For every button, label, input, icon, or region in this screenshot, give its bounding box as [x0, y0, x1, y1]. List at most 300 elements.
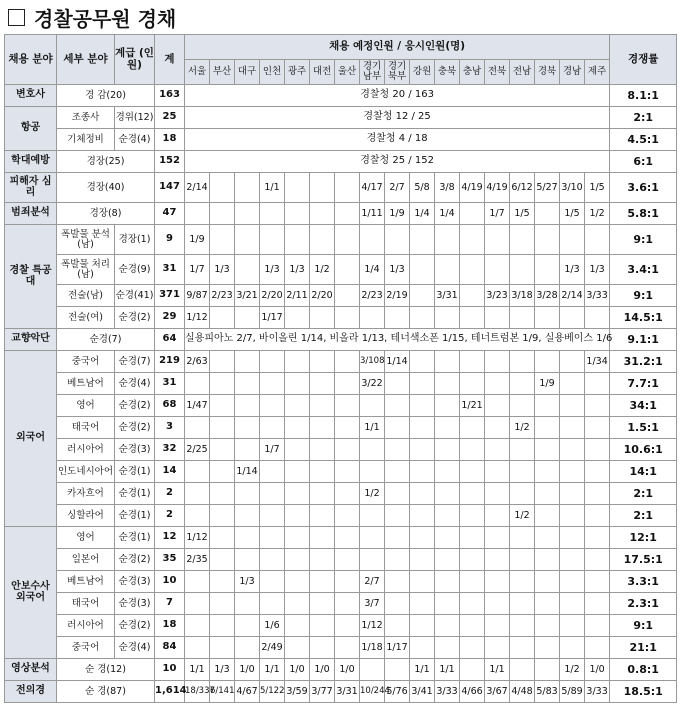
region-value-cell: 2/49: [260, 637, 285, 659]
region-value-cell: [310, 505, 335, 527]
region-value-cell: [235, 417, 260, 439]
region-value-cell: [310, 549, 335, 571]
recruitment-table: [4, 34, 677, 703]
total-cell: 31: [155, 255, 185, 285]
category-cell: 경찰 특공대: [5, 225, 57, 329]
region-value-cell: [235, 255, 260, 285]
detail-cell: 폭발물 분석(남): [57, 225, 115, 255]
detail-cell: 기체정비: [57, 129, 115, 151]
region-value-cell: [510, 593, 535, 615]
region-value-cell: [210, 593, 235, 615]
region-value-cell: [185, 637, 210, 659]
region-value-cell: [510, 615, 535, 637]
region-value-cell: [335, 505, 360, 527]
region-value-cell: [335, 307, 360, 329]
detail-cell: 폭발물 처리(남): [57, 255, 115, 285]
total-cell: 12: [155, 527, 185, 549]
region-value-cell: [410, 439, 435, 461]
region-value-cell: 1/3: [560, 255, 585, 285]
region-value-cell: [235, 483, 260, 505]
region-value-cell: [360, 225, 385, 255]
region-value-cell: [210, 395, 235, 417]
header-region: 전북: [485, 60, 510, 85]
region-value-cell: 6/141: [210, 681, 235, 703]
region-value-cell: [460, 483, 485, 505]
region-value-cell: [485, 593, 510, 615]
rank-cell: 순 경(87): [57, 681, 155, 703]
region-value-cell: 1/9: [385, 203, 410, 225]
region-value-cell: [560, 593, 585, 615]
region-value-cell: [535, 571, 560, 593]
region-value-cell: [560, 395, 585, 417]
rate-cell: 10.6:1: [610, 439, 677, 461]
region-value-cell: [460, 659, 485, 681]
region-value-cell: 1/3: [210, 659, 235, 681]
region-value-cell: [335, 549, 360, 571]
rate-cell: 14:1: [610, 461, 677, 483]
region-value-cell: [410, 549, 435, 571]
region-value-cell: [310, 439, 335, 461]
table-row: [5, 615, 677, 637]
header-region: 제주: [585, 60, 610, 85]
region-value-cell: [460, 571, 485, 593]
region-value-cell: [535, 593, 560, 615]
header-group: 채용 예정인원 / 응시인원(명): [185, 35, 610, 60]
region-value-cell: [510, 637, 535, 659]
region-value-cell: 3/67: [485, 681, 510, 703]
region-value-cell: 1/1: [485, 659, 510, 681]
region-value-cell: [585, 395, 610, 417]
region-value-cell: 1/47: [185, 395, 210, 417]
table-row: [5, 571, 677, 593]
detail-cell: 인도네시아어: [57, 461, 115, 483]
region-value-cell: 18/337: [185, 681, 210, 703]
region-value-cell: [210, 351, 235, 373]
region-value-cell: 2/11: [285, 285, 310, 307]
region-value-cell: [410, 637, 435, 659]
table-row: [5, 439, 677, 461]
header-field: 채용 분야: [5, 35, 57, 85]
rate-cell: 2:1: [610, 107, 677, 129]
total-cell: 29: [155, 307, 185, 329]
region-value-cell: [310, 615, 335, 637]
region-value-cell: 1/1: [435, 659, 460, 681]
region-value-cell: [585, 571, 610, 593]
region-value-cell: [535, 615, 560, 637]
header-rank: 계급 (인원): [115, 35, 155, 85]
region-value-cell: [435, 593, 460, 615]
region-value-cell: [435, 225, 460, 255]
header-detail: 세부 분야: [57, 35, 115, 85]
region-value-cell: [260, 351, 285, 373]
region-value-cell: [210, 225, 235, 255]
region-value-cell: [385, 527, 410, 549]
region-value-cell: [360, 461, 385, 483]
region-value-cell: [435, 255, 460, 285]
region-value-cell: 1/2: [310, 255, 335, 285]
rate-cell: 34:1: [610, 395, 677, 417]
total-cell: 152: [155, 151, 185, 173]
rank-cell: 경 감(20): [57, 85, 155, 107]
region-value-cell: [310, 395, 335, 417]
region-value-cell: [310, 637, 335, 659]
region-value-cell: [285, 307, 310, 329]
region-value-cell: [385, 395, 410, 417]
region-value-cell: 2/63: [185, 351, 210, 373]
region-value-cell: [510, 307, 535, 329]
region-value-cell: [435, 417, 460, 439]
region-value-cell: 1/5: [510, 203, 535, 225]
rate-cell: 4.5:1: [610, 129, 677, 151]
region-value-cell: [535, 549, 560, 571]
title-text: 경찰공무원 경채: [34, 6, 177, 31]
region-value-cell: [585, 461, 610, 483]
region-value-cell: 1/11: [360, 203, 385, 225]
region-value-cell: 6/12: [510, 173, 535, 203]
region-value-cell: [310, 483, 335, 505]
region-value-cell: [435, 307, 460, 329]
region-value-cell: [335, 225, 360, 255]
region-value-cell: [360, 307, 385, 329]
category-cell: 영상분석: [5, 659, 57, 681]
region-value-cell: [360, 439, 385, 461]
region-value-cell: [285, 571, 310, 593]
rank-cell: 순경(7): [57, 329, 155, 351]
header-region: 인천: [260, 60, 285, 85]
detail-cell: 전술(남): [57, 285, 115, 307]
header-region: 대전: [310, 60, 335, 85]
table-row: [5, 593, 677, 615]
rate-cell: 2.3:1: [610, 593, 677, 615]
page-title: [0, 0, 680, 34]
region-value-cell: 1/0: [585, 659, 610, 681]
region-value-cell: 1/4: [410, 203, 435, 225]
region-value-cell: [435, 439, 460, 461]
rate-cell: 0.8:1: [610, 659, 677, 681]
region-value-cell: [285, 505, 310, 527]
region-value-cell: 1/0: [235, 659, 260, 681]
region-value-cell: [235, 593, 260, 615]
region-value-cell: 4/66: [460, 681, 485, 703]
region-value-cell: [310, 351, 335, 373]
region-value-cell: [185, 417, 210, 439]
region-value-cell: [385, 373, 410, 395]
category-cell: 외국어: [5, 351, 57, 527]
region-value-cell: [385, 593, 410, 615]
region-value-cell: [460, 637, 485, 659]
region-value-cell: [360, 527, 385, 549]
region-value-cell: [435, 615, 460, 637]
region-value-cell: [510, 395, 535, 417]
region-value-cell: [385, 307, 410, 329]
rank-cell: 순경(41): [115, 285, 155, 307]
region-value-cell: [310, 593, 335, 615]
total-cell: 35: [155, 549, 185, 571]
rank-cell: 순경(2): [115, 615, 155, 637]
region-value-cell: [310, 571, 335, 593]
region-value-cell: [285, 593, 310, 615]
total-cell: 64: [155, 329, 185, 351]
detail-cell: 태국어: [57, 417, 115, 439]
region-value-cell: [210, 637, 235, 659]
region-value-cell: [185, 203, 210, 225]
region-value-cell: 1/7: [485, 203, 510, 225]
region-value-cell: [235, 615, 260, 637]
rank-cell: 경장(8): [57, 203, 155, 225]
total-cell: 3: [155, 417, 185, 439]
region-value-cell: [385, 571, 410, 593]
region-value-cell: [535, 307, 560, 329]
header-region: 울산: [335, 60, 360, 85]
region-value-cell: [285, 417, 310, 439]
region-value-cell: 3/108: [360, 351, 385, 373]
region-value-cell: 1/3: [285, 255, 310, 285]
region-value-cell: [585, 417, 610, 439]
region-value-cell: [485, 307, 510, 329]
region-value-cell: [510, 571, 535, 593]
region-value-cell: [210, 373, 235, 395]
rate-cell: 3.6:1: [610, 173, 677, 203]
rate-cell: 17.5:1: [610, 549, 677, 571]
region-value-cell: [285, 615, 310, 637]
region-value-cell: 1/0: [335, 659, 360, 681]
region-value-cell: [560, 637, 585, 659]
region-value-cell: 5/83: [535, 681, 560, 703]
total-cell: 32: [155, 439, 185, 461]
region-value-cell: [460, 285, 485, 307]
region-value-cell: 3/10: [560, 173, 585, 203]
region-value-cell: [410, 255, 435, 285]
header-region: 경기남부: [360, 60, 385, 85]
region-value-cell: 2/20: [310, 285, 335, 307]
region-value-cell: [410, 615, 435, 637]
region-value-cell: [535, 483, 560, 505]
region-value-cell: [335, 285, 360, 307]
table-row: [5, 173, 677, 203]
rate-cell: 3.3:1: [610, 571, 677, 593]
rate-cell: 7.7:1: [610, 373, 677, 395]
region-value-cell: [485, 571, 510, 593]
region-value-cell: [560, 307, 585, 329]
table-row: [5, 505, 677, 527]
table-row: [5, 417, 677, 439]
detail-cell: 베트남어: [57, 373, 115, 395]
rate-cell: 2:1: [610, 483, 677, 505]
region-value-cell: [435, 527, 460, 549]
merged-cell: 경찰청 20 / 163: [185, 85, 610, 107]
region-value-cell: [385, 483, 410, 505]
total-cell: 9: [155, 225, 185, 255]
region-value-cell: 3/31: [335, 681, 360, 703]
detail-cell: 러시아어: [57, 439, 115, 461]
rate-cell: 14.5:1: [610, 307, 677, 329]
region-value-cell: [410, 593, 435, 615]
region-value-cell: [335, 461, 360, 483]
region-value-cell: [560, 439, 585, 461]
table-row: [5, 373, 677, 395]
region-value-cell: 1/3: [385, 255, 410, 285]
rank-cell: 순경(9): [115, 255, 155, 285]
region-value-cell: 1/9: [185, 225, 210, 255]
header-region: 대구: [235, 60, 260, 85]
table-row: [5, 203, 677, 225]
region-value-cell: 1/2: [560, 659, 585, 681]
rank-cell: 순경(1): [115, 527, 155, 549]
header-rate: 경쟁률: [610, 35, 677, 85]
region-value-cell: [510, 351, 535, 373]
detail-cell: 베트남어: [57, 571, 115, 593]
total-cell: 25: [155, 107, 185, 129]
region-value-cell: [210, 203, 235, 225]
region-value-cell: 1/0: [285, 659, 310, 681]
region-value-cell: [535, 351, 560, 373]
region-value-cell: [335, 203, 360, 225]
region-value-cell: 1/7: [260, 439, 285, 461]
header-region: 부산: [210, 60, 235, 85]
detail-cell: 영어: [57, 527, 115, 549]
region-value-cell: [235, 505, 260, 527]
rate-cell: 6:1: [610, 151, 677, 173]
category-cell: 범죄분석: [5, 203, 57, 225]
region-value-cell: [460, 461, 485, 483]
header-region: 전남: [510, 60, 535, 85]
region-value-cell: [410, 307, 435, 329]
table-row: [5, 483, 677, 505]
region-value-cell: [485, 373, 510, 395]
category-cell: 전의경: [5, 681, 57, 703]
header-region: 서울: [185, 60, 210, 85]
table-row: [5, 659, 677, 681]
region-value-cell: 10/244: [360, 681, 385, 703]
total-cell: 47: [155, 203, 185, 225]
total-cell: 18: [155, 129, 185, 151]
region-value-cell: [310, 173, 335, 203]
region-value-cell: [485, 615, 510, 637]
merged-cell: 실용피아노 2/7, 바이올린 1/14, 비올라 1/13, 테너색소폰 1/15, 테너트럼본 1/9, 실용베이스 1/6: [185, 329, 610, 351]
table-row: [5, 637, 677, 659]
region-value-cell: 3/77: [310, 681, 335, 703]
region-value-cell: 5/122: [260, 681, 285, 703]
region-value-cell: [460, 225, 485, 255]
header-region: 경남: [560, 60, 585, 85]
region-value-cell: [585, 307, 610, 329]
region-value-cell: 1/12: [185, 307, 210, 329]
region-value-cell: 5/27: [535, 173, 560, 203]
region-value-cell: 2/7: [385, 173, 410, 203]
region-value-cell: [310, 461, 335, 483]
region-value-cell: 4/17: [360, 173, 385, 203]
total-cell: 2: [155, 483, 185, 505]
table-row: [5, 85, 677, 107]
region-value-cell: [235, 439, 260, 461]
total-cell: 84: [155, 637, 185, 659]
region-value-cell: 1/2: [360, 483, 385, 505]
total-cell: 163: [155, 85, 185, 107]
total-cell: 7: [155, 593, 185, 615]
header-total: 계: [155, 35, 185, 85]
total-cell: 10: [155, 571, 185, 593]
region-value-cell: [435, 395, 460, 417]
merged-cell: 경찰청 4 / 18: [185, 129, 610, 151]
merged-cell: 경찰청 25 / 152: [185, 151, 610, 173]
rank-cell: 순경(2): [115, 307, 155, 329]
region-value-cell: [310, 417, 335, 439]
table-row: [5, 225, 677, 255]
total-cell: 219: [155, 351, 185, 373]
region-value-cell: [335, 173, 360, 203]
region-value-cell: 4/67: [235, 681, 260, 703]
region-value-cell: [260, 373, 285, 395]
region-value-cell: [310, 225, 335, 255]
region-value-cell: [460, 615, 485, 637]
region-value-cell: [335, 373, 360, 395]
region-value-cell: 2/19: [385, 285, 410, 307]
region-value-cell: [585, 439, 610, 461]
region-value-cell: [285, 439, 310, 461]
region-value-cell: [510, 255, 535, 285]
region-value-cell: [435, 505, 460, 527]
region-value-cell: [210, 417, 235, 439]
region-value-cell: [360, 505, 385, 527]
rank-cell: 순경(4): [115, 637, 155, 659]
region-value-cell: [485, 637, 510, 659]
region-value-cell: [210, 173, 235, 203]
region-value-cell: [210, 461, 235, 483]
region-value-cell: 1/3: [235, 571, 260, 593]
region-value-cell: [235, 637, 260, 659]
rank-cell: 순 경(12): [57, 659, 155, 681]
region-value-cell: [435, 351, 460, 373]
total-cell: 147: [155, 173, 185, 203]
region-value-cell: [410, 285, 435, 307]
region-value-cell: 3/33: [585, 681, 610, 703]
region-value-cell: [535, 461, 560, 483]
region-value-cell: [310, 373, 335, 395]
region-value-cell: [235, 351, 260, 373]
region-value-cell: [185, 373, 210, 395]
region-value-cell: [335, 255, 360, 285]
checkbox-square-icon: [8, 9, 25, 26]
region-value-cell: [235, 395, 260, 417]
region-value-cell: [285, 225, 310, 255]
region-value-cell: [560, 615, 585, 637]
region-value-cell: [260, 461, 285, 483]
region-value-cell: [210, 527, 235, 549]
region-value-cell: 1/1: [410, 659, 435, 681]
region-value-cell: [210, 439, 235, 461]
rate-cell: 2:1: [610, 505, 677, 527]
header-region: 경북: [535, 60, 560, 85]
region-value-cell: [260, 203, 285, 225]
rank-cell: 순경(4): [115, 129, 155, 151]
region-value-cell: [485, 483, 510, 505]
region-value-cell: 1/1: [260, 173, 285, 203]
region-value-cell: [410, 373, 435, 395]
region-value-cell: [235, 373, 260, 395]
region-value-cell: [485, 417, 510, 439]
region-value-cell: [460, 255, 485, 285]
region-value-cell: [460, 373, 485, 395]
rate-cell: 9:1: [610, 225, 677, 255]
detail-cell: 조종사: [57, 107, 115, 129]
region-value-cell: [410, 461, 435, 483]
rank-cell: 순경(3): [115, 571, 155, 593]
region-value-cell: [485, 549, 510, 571]
region-value-cell: [460, 527, 485, 549]
table-row: [5, 285, 677, 307]
region-value-cell: 5/76: [385, 681, 410, 703]
region-value-cell: [235, 527, 260, 549]
